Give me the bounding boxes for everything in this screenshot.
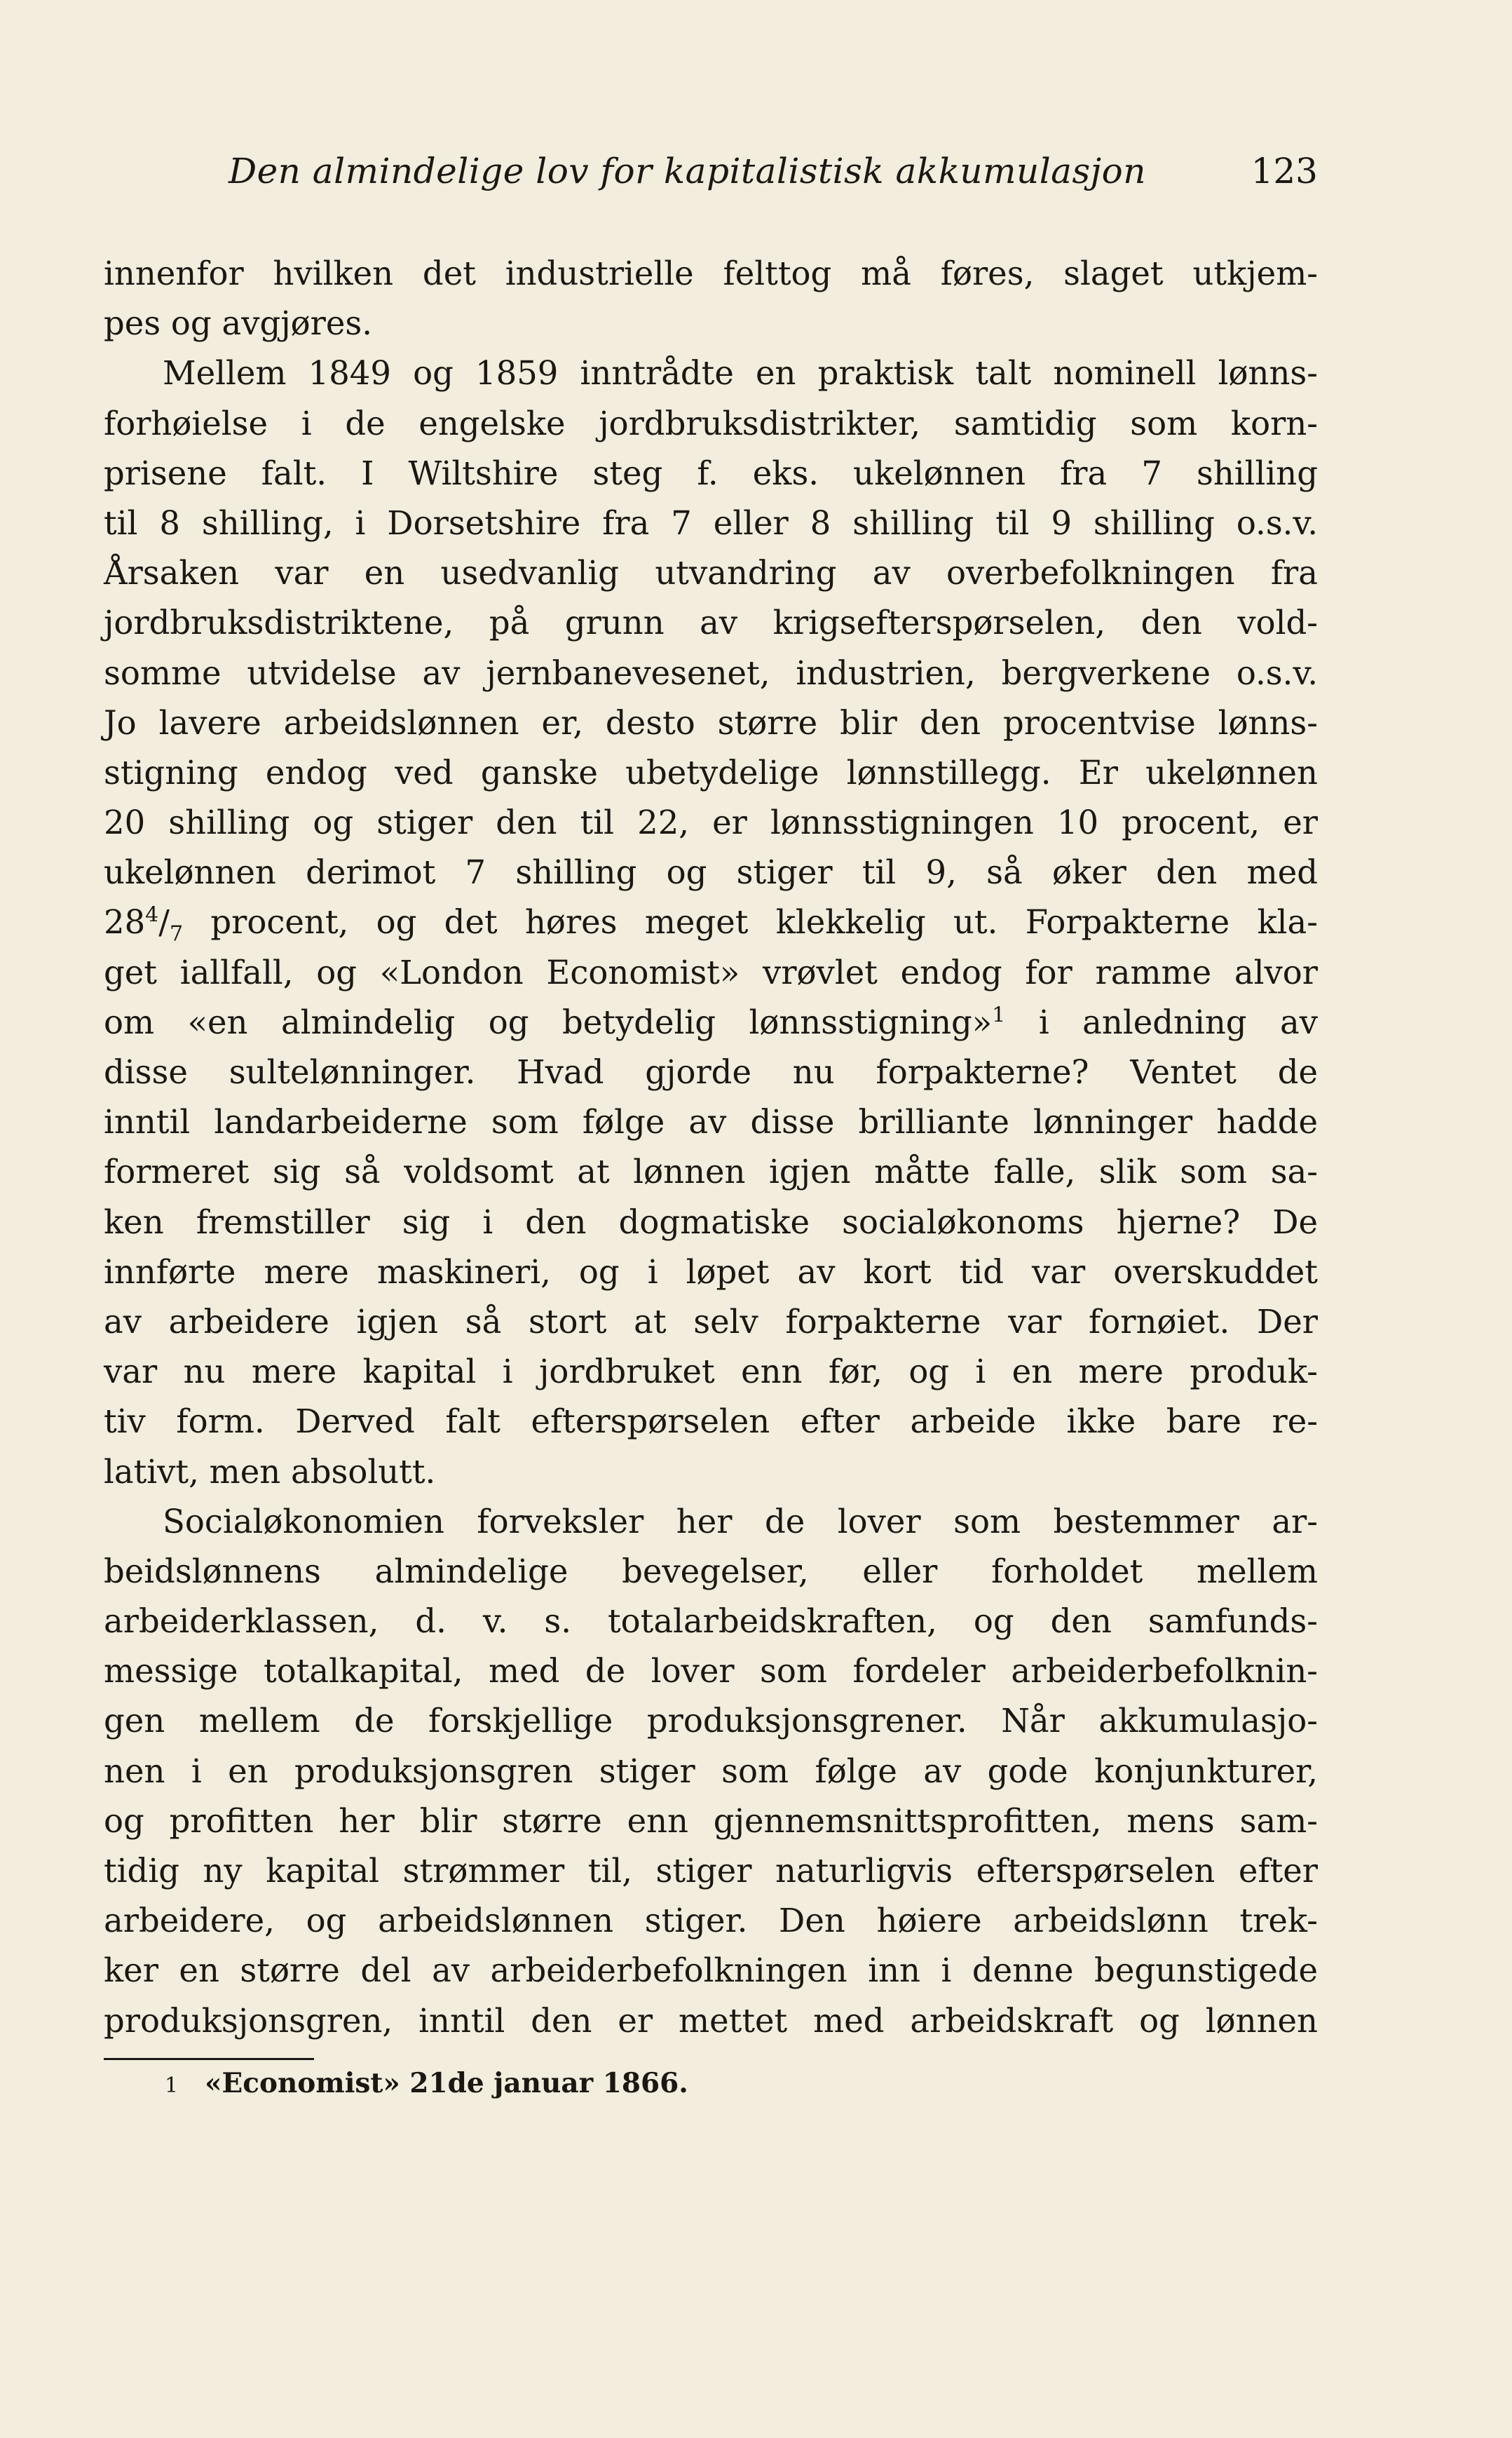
text-line: Socialøkonomien forveksler her de lover som bestemmer ar- — [163, 1502, 1318, 1540]
text-line: Jo lavere arbeidslønnen er, desto større blir den procentvise lønns- — [104, 703, 1318, 742]
fraction-numerator: 4 — [145, 902, 159, 928]
text-line: inntil landarbeiderne som følge av disse brilliante lønninger hadde — [104, 1103, 1318, 1142]
text-line: og profitten her blir større enn gjennemsnittsprofitten, mens sam- — [104, 1801, 1318, 1840]
footnote-marker: 1 — [165, 2073, 179, 2098]
text-line: Årsaken var en usedvanlig utvandring av overbefolkningen fra — [104, 554, 1318, 592]
footnote-ref-before: om «en almindelig og betydelig lønnsstigning» — [104, 1003, 993, 1041]
text-line: somme utvidelse av jernbanevesenet, industrien, bergverkene o.s.v. — [104, 653, 1318, 692]
footnote-ref-after: i anledning av — [1005, 1003, 1318, 1041]
fraction-denominator: 7 — [169, 921, 184, 947]
text-line: formeret sig så voldsomt at lønnen igjen måtte falle, slik som sa- — [104, 1153, 1318, 1191]
fraction-rest: procent, og det høres meget klekkelig ut. Forpakterne kla- — [183, 903, 1318, 942]
running-title: Den almindelige lov for kapitalistisk akkumulasjon — [229, 151, 1146, 191]
text-line: prisene falt. I Wiltshire steg f. eks. ukelønnen fra 7 shilling — [104, 454, 1318, 492]
text-line: forhøielse i de engelske jordbruksdistrikter, samtidig som korn- — [104, 404, 1318, 442]
text-line: innenfor hvilken det industrielle felttog må føres, slaget utkjem- — [104, 255, 1318, 292]
fraction-slash: / — [158, 903, 170, 942]
footnote-ref-marker: 1 — [992, 1003, 1006, 1028]
text-line: 20 shilling og stiger den til 22, er lønnsstigningen 10 procent, er — [104, 804, 1318, 842]
text-line: pes og avgjøres. — [104, 304, 373, 343]
text-line: ken fremstiller sig i den dogmatiske socialøkonoms hjerne? De — [104, 1203, 1318, 1241]
text-line: Mellem 1849 og 1859 inntrådte en praktisk talt nominell lønns- — [163, 354, 1318, 393]
text-line: disse sultelønninger. Hvad gjorde nu forpakterne? Ventet de — [104, 1053, 1318, 1091]
footnote-ref-line — [104, 998, 1318, 1048]
text-line: arbeidere, og arbeidslønnen stiger. Den høiere arbeidslønn trek- — [104, 1902, 1318, 1940]
text-line: ker en større del av arbeiderbefolkningen inn i denne begunstigede — [104, 1951, 1318, 1990]
text-line: stigning endog ved ganske ubetydelige lønnstillegg. Er ukelønnen — [104, 753, 1318, 792]
text-line: messige totalkapital, med de lover som fordeler arbeiderbefolknin- — [104, 1652, 1318, 1691]
text-line: lativt, men absolutt. — [104, 1452, 436, 1491]
footnote — [165, 2067, 688, 2099]
text-line: nen i en produksjonsgren stiger som følge av gode konjunkturer, — [104, 1752, 1318, 1790]
text-line: til 8 shilling, i Dorsetshire fra 7 eller 8 shilling til 9 shilling o.s.v. — [104, 503, 1318, 542]
text-line: av arbeidere igjen så stort at selv forpakterne var fornøiet. Der — [104, 1302, 1318, 1341]
fraction-whole: 28 — [104, 903, 146, 942]
text-line: innførte mere maskineri, og i løpet av kort tid var overskuddet — [104, 1252, 1318, 1291]
text-line: gen mellem de forskjellige produksjonsgrener. Når akkumulasjo- — [104, 1702, 1318, 1740]
body-text — [104, 249, 1318, 2046]
text-line: get iallfall, og «London Economist» vrøvlet endog for ramme alvor — [104, 953, 1318, 991]
text-line: ukelønnen derimot 7 shilling og stiger til 9, så øker den med — [104, 853, 1318, 892]
page-header — [104, 144, 1318, 207]
page-number: 123 — [1251, 151, 1318, 191]
text-line: jordbruksdistriktene, på grunn av krigsefterspørselen, den vold- — [104, 604, 1318, 642]
footnote-text: «Economist» 21de januar 1866. — [205, 2067, 688, 2099]
text-line: tiv form. Derved falt efterspørselen efter arbeide ikke bare re- — [104, 1402, 1318, 1441]
text-line: var nu mere kapital i jordbruket enn før, og i en mere produk- — [104, 1353, 1318, 1391]
text-line: produksjonsgren, inntil den er mettet med arbeidskraft og lønnen — [104, 2001, 1318, 2040]
fraction-line — [104, 898, 1318, 947]
text-line: beidslønnens almindelige bevegelser, eller forholdet mellem — [104, 1552, 1318, 1590]
text-line: tidig ny kapital strømmer til, stiger naturligvis efterspørselen efter — [104, 1852, 1318, 1890]
text-line: arbeiderklassen, d. v. s. totalarbeidskraften, og den samfunds- — [104, 1602, 1318, 1641]
footnote-divider — [104, 2058, 314, 2060]
